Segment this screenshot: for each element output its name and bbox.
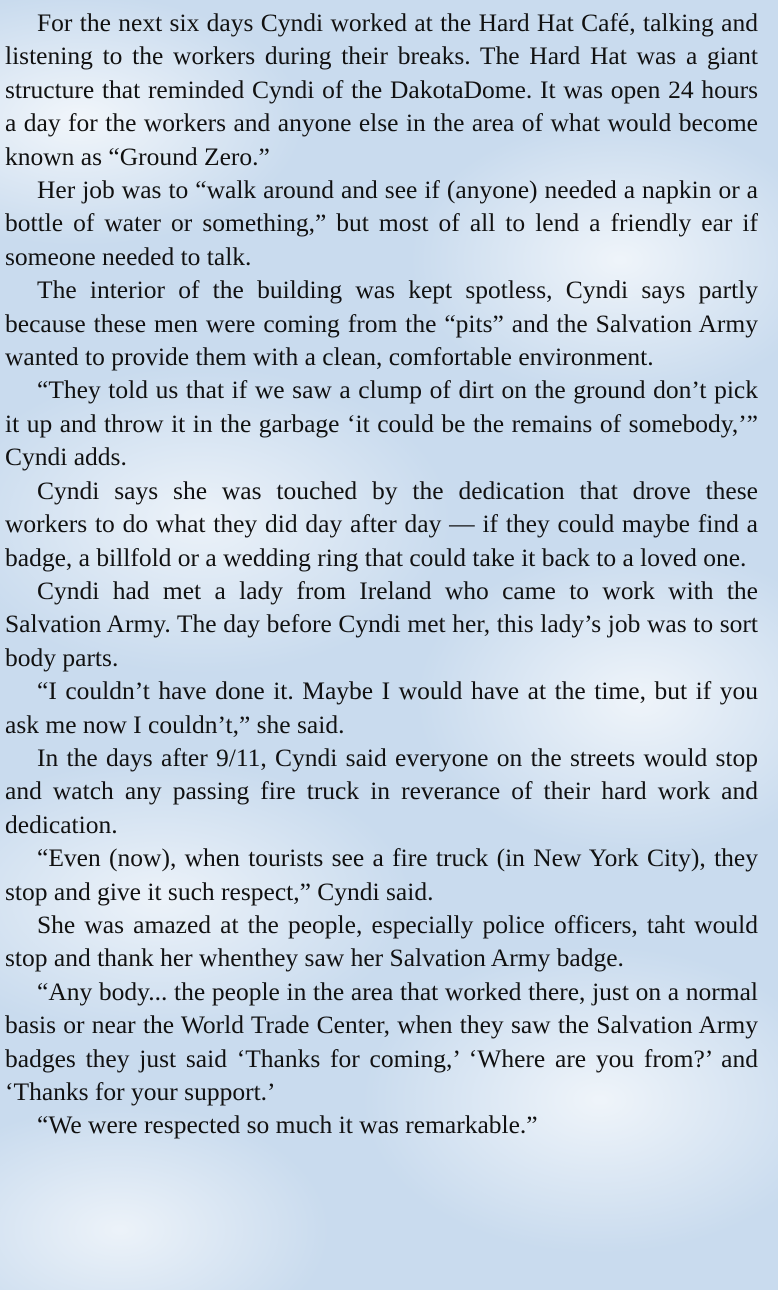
paragraph-couldnt-have-done-it-quote: “I couldn’t have done it. Maybe I would have at the time, but if you ask me now I couldn’t,” she said. bbox=[5, 676, 758, 739]
paragraph-hard-hat-cafe: For the next six days Cyndi worked at the Hard Hat Café, talking and listening to the workers during their breaks. The Hard Hat was a giant structure that reminded Cyndi of the DakotaDome. It was open 24 hours a day for the workers and anyone else in the area of what would become known as “Ground Zero.” bbox=[5, 8, 758, 171]
article-body bbox=[5, 6, 758, 1142]
paragraph-lady-from-ireland: Cyndi had met a lady from Ireland who came to work with the Salvation Army. The day before Cyndi met her, this lady’s job was to sort body parts. bbox=[5, 575, 758, 672]
paragraph-worker-dedication: Cyndi says she was touched by the dedication that drove these workers to do what they did day after day — if they could maybe find a badge, a billfold or a wedding ring that could take it back to a loved one. bbox=[5, 475, 758, 572]
paragraph-fire-truck-reverance: In the days after 9/11, Cyndi said everyone on the streets would stop and watch any passing fire truck in reverance of their hard work and dedication. bbox=[5, 742, 758, 839]
paragraph-clump-of-dirt-quote: “They told us that if we saw a clump of dirt on the ground don’t pick it up and throw it in the garbage ‘it could be the remains of somebody,’” Cyndi adds. bbox=[5, 375, 758, 472]
paragraph-any-body-quote: “Any body... the people in the area that worked there, just on a normal basis or near the World Trade Center, when they saw the Salvation Army badges they just said ‘Thanks for coming,’ ‘Where are you from?’ and ‘Thanks for your support.’ bbox=[5, 976, 758, 1106]
paragraph-respected-quote: “We were respected so much it was remarkable.” bbox=[37, 1110, 538, 1140]
paragraph-job-description: Her job was to “walk around and see if (anyone) needed a napkin or a bottle of water or something,” but most of all to lend a friendly ear if someone needed to talk. bbox=[5, 175, 758, 271]
paragraph-tourists-respect-quote: “Even (now), when tourists see a fire truck (in New York City), they stop and give it such respect,” Cyndi said. bbox=[5, 843, 758, 906]
paragraph-building-interior: The interior of the building was kept spotless, Cyndi says partly because these men were coming from the “pits” and the Salvation Army wanted to provide them with a clean, comfortable environment. bbox=[5, 275, 758, 372]
paragraph-police-officers-thanks: She was amazed at the people, especially police officers, taht would stop and thank her whenthey saw her Salvation Army badge. bbox=[5, 909, 758, 973]
